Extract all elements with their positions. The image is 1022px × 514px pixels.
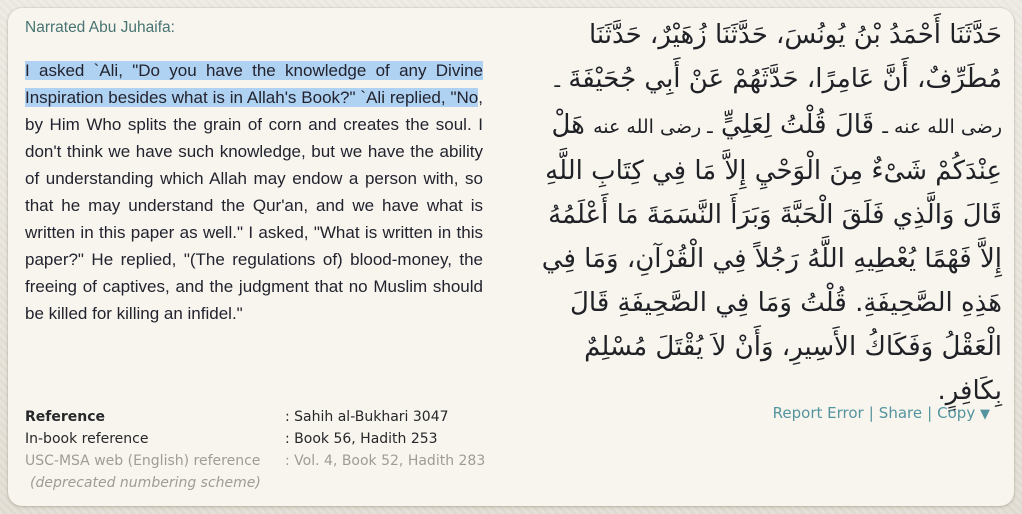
reference-label: In-book reference [25, 431, 149, 447]
reference-value: : Sahih al-Bukhari 3047 [285, 409, 449, 425]
reference-value: : Book 56, Hadith 253 [285, 431, 438, 447]
separator: | [927, 404, 933, 422]
hadith-card [8, 8, 1014, 506]
reference-table [25, 406, 485, 494]
copy-link[interactable] [937, 404, 990, 422]
narrator-heading: Narrated Abu Juhaifa: [25, 19, 175, 36]
share-link[interactable]: Share [878, 404, 923, 422]
english-rest-text: , by Him Who splits the grain of corn and creates the soul. I don't think we have such knowledge, but we have the ability of understanding which Allah may endow a person with, so that he may understand the Qur'an, and we have what is written in this paper as well." I asked, "What is written in this paper?" He replied, "(The regulations of) blood-money, the freeing of captives, and the judgment that no Muslim should be killed for killing an infidel." [25, 88, 483, 323]
honorific-text: ـ رضى الله عنه ـ [554, 70, 1002, 138]
english-hadith-text [25, 57, 483, 327]
reference-label: Reference [25, 409, 106, 425]
arabic-hadith-text [532, 13, 1002, 413]
hadith-actions [773, 404, 990, 422]
deprecated-note: (deprecated numbering scheme) [30, 475, 261, 491]
arabic-text-segment: هَلْ عِنْدَكُمْ شَىْءٌ مِنَ الْوَحْيِ إِلاَّ مَا فِي كِتَابِ اللَّهِ قَالَ وَالَّذِي فَلَقَ الْحَبَّةَ وَبَرَأَ النَّسَمَةَ مَا أَعْلَمُهُ إِلاَّ فَهْمًا يُعْطِيهِ اللَّهُ رَجُلاً فِي الْقُرْآنِ، وَمَا فِي هَذِهِ الصَّحِيفَةِ. قُلْتُ وَمَا فِي الصَّحِيفَةِ قَالَ الْعَقْلُ وَفَكَاكُ الأَسِيرِ، وَأَنْ لاَ يُقْتَلَ مُسْلِمٌ بِكَافِرٍ. [541, 110, 1002, 406]
separator: | [868, 404, 874, 422]
caret-down-icon: ▼ [980, 407, 990, 422]
reference-value: : Vol. 4, Book 52, Hadith 283 [285, 453, 486, 469]
honorific-text: ـ رضى الله عنه [593, 116, 713, 138]
arabic-text-segment: حَدَّثَنَا أَحْمَدُ بْنُ يُونُسَ، حَدَّثَنَا زُهَيْرٌ، حَدَّثَنَا مُطَرِّفٌ، أَنَّ عَامِرًا، حَدَّثَهُمْ عَنْ أَبِي جُحَيْفَةَ [560, 20, 1002, 94]
highlighted-text: I asked `Ali, "Do you have the knowledge of any Divine Inspiration besides what is in Allah's Book?" `Ali replied, "No [25, 61, 483, 107]
english-column [25, 18, 483, 327]
report-error-link[interactable]: Report Error [772, 404, 864, 422]
reference-label: USC-MSA web (English) reference [25, 453, 261, 469]
copy-link-label: Copy [937, 404, 976, 422]
arabic-text-segment: قَالَ قُلْتُ لِعَلِيٍّ [712, 110, 883, 140]
